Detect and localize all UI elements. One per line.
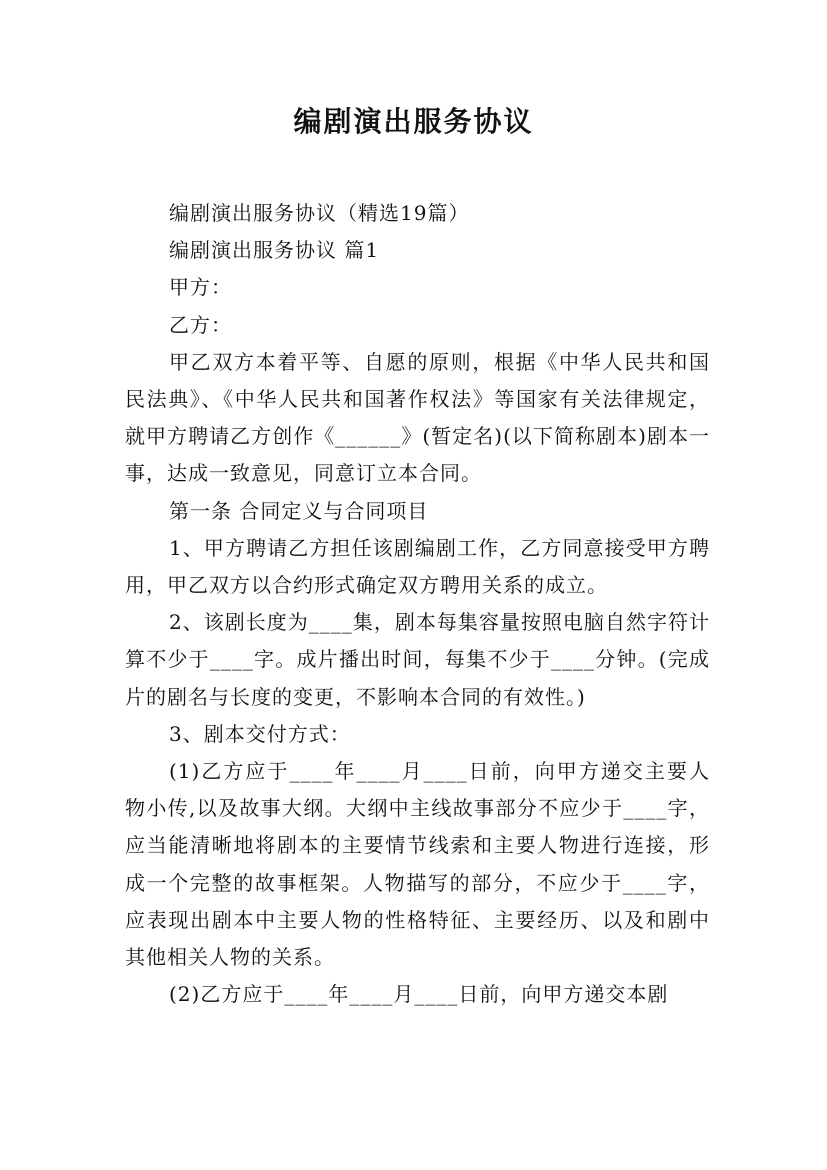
paragraph-subtitle: 编剧演出服务协议（精选19篇） (169, 201, 470, 225)
document-body (125, 195, 710, 1013)
paragraph-clause-1: 1、甲方聘请乙方担任该剧编剧工作，乙方同意接受甲方聘用，甲乙双方以合约形式确定双方聘用关系的成立。 (125, 535, 710, 598)
paragraph-preamble: 甲乙双方本着平等、自愿的原则，根据《中华人民共和国民法典》、《中华人民共和国著作权法》等国家有关法律规定，就甲方聘请乙方创作《______》(暂定名)(以下简称剧本)剧本一事，达成一致意见，同意订立本合同。 (125, 349, 710, 486)
paragraph-party-a: 甲方： (169, 275, 232, 300)
paragraph-clause-3-1: (1)乙方应于____年____月____日前，向甲方递交主要人物小传,以及故事大纲。大纲中主线故事部分不应少于____字，应当能清晰地将剧本的主要情节线索和主要人物进行连接，形成一个完整的故事框架。人物描写的部分，不应少于____字，应表现出剧本中主要人物的性格特征、主要经历、以及和剧中其他相关人物的关系。 (125, 759, 710, 970)
paragraph-section-heading: 编剧演出服务协议 篇1 (169, 238, 380, 263)
paragraph-party-b: 乙方： (169, 312, 232, 337)
paragraph-article-1-heading: 第一条 合同定义与合同项目 (169, 498, 429, 523)
paragraph-clause-2: 2、该剧长度为____集，剧本每集容量按照电脑自然字符计算不少于____字。成片播出时间，每集不少于____分钟。(完成片的剧名与长度的变更，不影响本合同的有效性。) (125, 610, 710, 709)
paragraph-clause-3-2: (2)乙方应于____年____月____日前，向甲方递交本剧 (169, 982, 669, 1007)
document-title: 编剧演出服务协议 (293, 105, 534, 138)
paragraph-clause-3: 3、剧本交付方式： (169, 721, 351, 746)
